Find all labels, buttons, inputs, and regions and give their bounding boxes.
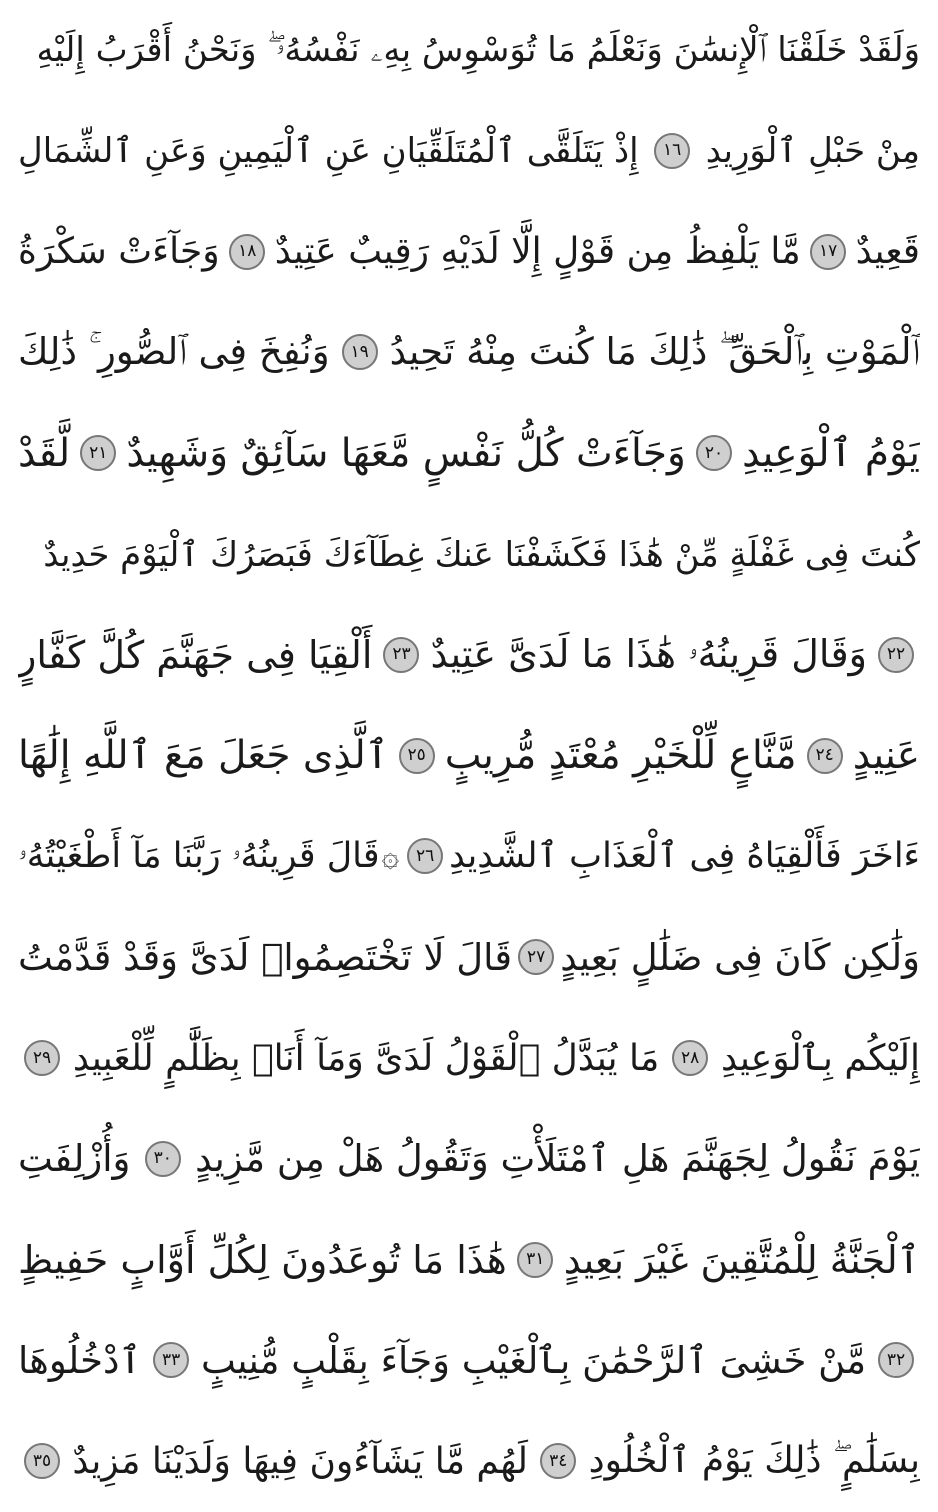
rub-el-hizb-icon: ۞ xyxy=(381,838,400,874)
ayah-number-marker: ٢٢ xyxy=(878,637,914,673)
ayah-number-marker: ٢٩ xyxy=(24,1040,60,1076)
verse-text: قَالَ لَا تَخْتَصِمُوا۟ لَدَىَّ وَقَدْ قَدَّمْتُ xyxy=(18,935,513,979)
verse-text: يَوْمُ ٱلْوَعِيدِ xyxy=(742,430,920,476)
verse-text: يَوْمَ نَقُولُ لِجَهَنَّمَ هَلِ ٱمْتَلَأْتِ وَتَقُولُ هَلْ مِن مَّزِيدٍ xyxy=(195,1137,920,1181)
verse-line xyxy=(18,308,920,396)
verse-text: مَا يُبَدَّلُ ٱلْقَوْلُ لَدَىَّ وَمَآ أَنَا۠ بِظَلَّٰمٍ لِّلْعَبِيدِ xyxy=(72,1037,660,1079)
verse-text: كُنتَ فِى غَفْلَةٍ مِّنْ هَٰذَا فَكَشَفْنَا عَنكَ غِطَآءَكَ فَبَصَرُكَ ٱلْيَوْمَ حَدِيدٌ xyxy=(43,534,920,575)
ayah-number-marker: ١٦ xyxy=(654,133,690,169)
verse-text: لَهُم مَّا يَشَآءُونَ فِيهَا وَلَدَيْنَا مَزِيدٌ xyxy=(72,1440,528,1482)
verse-text: مَّنْ خَشِىَ ٱلرَّحْمَٰنَ بِٱلْغَيْبِ وَجَآءَ بِقَلْبٍ مُّنِيبٍ xyxy=(200,1338,867,1382)
verse-text: مِنْ حَبْلِ ٱلْوَرِيدِ xyxy=(705,131,920,172)
verse-line xyxy=(18,1115,920,1203)
ayah-number-marker: ٢٤ xyxy=(807,738,843,774)
ayah-number-marker: ٣٤ xyxy=(540,1443,576,1479)
ayah-number-marker: ٣١ xyxy=(517,1242,553,1278)
verse-text: ٱدْخُلُوهَا xyxy=(18,1338,142,1382)
verse-text: وَقَالَ قَرِينُهُۥ هَٰذَا مَا لَدَىَّ عَتِيدٌ xyxy=(430,632,867,677)
verse-text: وَجَآءَتْ كُلُّ نَفْسٍ مَّعَهَا سَآئِقٌ وَشَهِيدٌ xyxy=(126,430,686,476)
verse-text: بِسَلَٰمٍ ۖ ذَٰلِكَ يَوْمُ ٱلْخُلُودِ xyxy=(588,1440,920,1482)
verse-text: وَلَقَدْ خَلَقْنَا ٱلْإِنسَٰنَ وَنَعْلَمُ مَا تُوَسْوِسُ بِهِۦ نَفْسُهُۥ ۖ وَنَحْنُ أَقْرَبُ إِلَيْهِ xyxy=(36,30,920,70)
verse-line xyxy=(18,712,920,800)
verse-text: ءَاخَرَ فَأَلْقِيَاهُ فِى ٱلْعَذَابِ ٱلشَّدِيدِ xyxy=(449,836,920,877)
verse-text: هَٰذَا مَا تُوعَدُونَ لِكُلِّ أَوَّابٍ حَفِيظٍ xyxy=(18,1237,507,1282)
verse-text: إِلَيْكُم بِٱلْوَعِيدِ xyxy=(720,1037,920,1079)
ayah-number-marker: ٢٧ xyxy=(518,939,554,975)
verse-text: ٱلَّذِى جَعَلَ مَعَ ٱللَّهِ إِلَٰهًا xyxy=(18,733,389,779)
verse-text: ٱلْجَنَّةُ لِلْمُتَّقِينَ غَيْرَ بَعِيدٍ xyxy=(563,1237,920,1282)
verse-text: وَأُزْلِفَتِ xyxy=(18,1137,131,1181)
verse-line xyxy=(18,913,920,1001)
verse-text: مَّنَّاعٍ لِّلْخَيْرِ مُعْتَدٍ مُّرِيبٍ xyxy=(444,733,797,779)
ayah-number-marker: ٣٢ xyxy=(878,1342,914,1378)
verse-text: إِذْ يَتَلَقَّى ٱلْمُتَلَقِّيَانِ عَنِ ٱلْيَمِينِ وَعَنِ ٱلشِّمَالِ xyxy=(18,131,639,172)
ayah-number-marker: ٢٠ xyxy=(696,435,732,471)
verse-text: وَجَآءَتْ سَكْرَةُ xyxy=(18,231,220,273)
ayah-number-marker: ٢٨ xyxy=(672,1040,708,1076)
verse-line xyxy=(18,6,920,94)
verse-text: عَنِيدٍ xyxy=(852,733,920,779)
verse-line xyxy=(18,611,920,699)
ayah-number-marker: ٣٣ xyxy=(153,1342,189,1378)
ayah-number-marker: ٢٦ xyxy=(407,838,443,874)
ayah-number-marker: ٣٥ xyxy=(24,1443,60,1479)
verse-line xyxy=(18,409,920,497)
verse-line xyxy=(18,208,920,296)
verse-line xyxy=(18,1417,920,1505)
verse-text: قَعِيدٌ xyxy=(855,231,920,273)
ayah-number-marker: ٢١ xyxy=(80,435,116,471)
ayah-number-marker: ١٩ xyxy=(342,334,378,370)
verse-line xyxy=(18,1014,920,1102)
verse-text: ٱلْمَوْتِ بِٱلْحَقِّ ۖ ذَٰلِكَ مَا كُنتَ مِنْهُ تَحِيدُ xyxy=(389,330,920,374)
verse-line xyxy=(18,1316,920,1404)
ayah-number-marker: ٣٠ xyxy=(145,1141,181,1177)
verse-text: قَالَ قَرِينُهُۥ رَبَّنَا مَآ أَطْغَيْتُهُۥ xyxy=(18,836,380,877)
verse-line xyxy=(18,1216,920,1304)
verse-line xyxy=(18,107,920,195)
ayah-number-marker: ١٨ xyxy=(229,234,265,270)
verse-text: وَنُفِخَ فِى ٱلصُّورِ ۚ ذَٰلِكَ xyxy=(18,330,330,374)
verse-text: مَّا يَلْفِظُ مِن قَوْلٍ إِلَّا لَدَيْهِ رَقِيبٌ عَتِيدٌ xyxy=(274,231,801,273)
verse-text: أَلْقِيَا فِى جَهَنَّمَ كُلَّ كَفَّارٍ xyxy=(18,632,373,677)
ayah-number-marker: ١٧ xyxy=(810,234,846,270)
verse-line xyxy=(18,812,920,900)
verse-text: لَّقَدْ xyxy=(18,430,71,476)
ayah-number-marker: ٢٣ xyxy=(383,637,419,673)
verse-line xyxy=(18,510,920,598)
verse-text: وَلَٰكِن كَانَ فِى ضَلَٰلٍ بَعِيدٍ xyxy=(560,935,920,979)
ayah-number-marker: ٢٥ xyxy=(399,738,435,774)
